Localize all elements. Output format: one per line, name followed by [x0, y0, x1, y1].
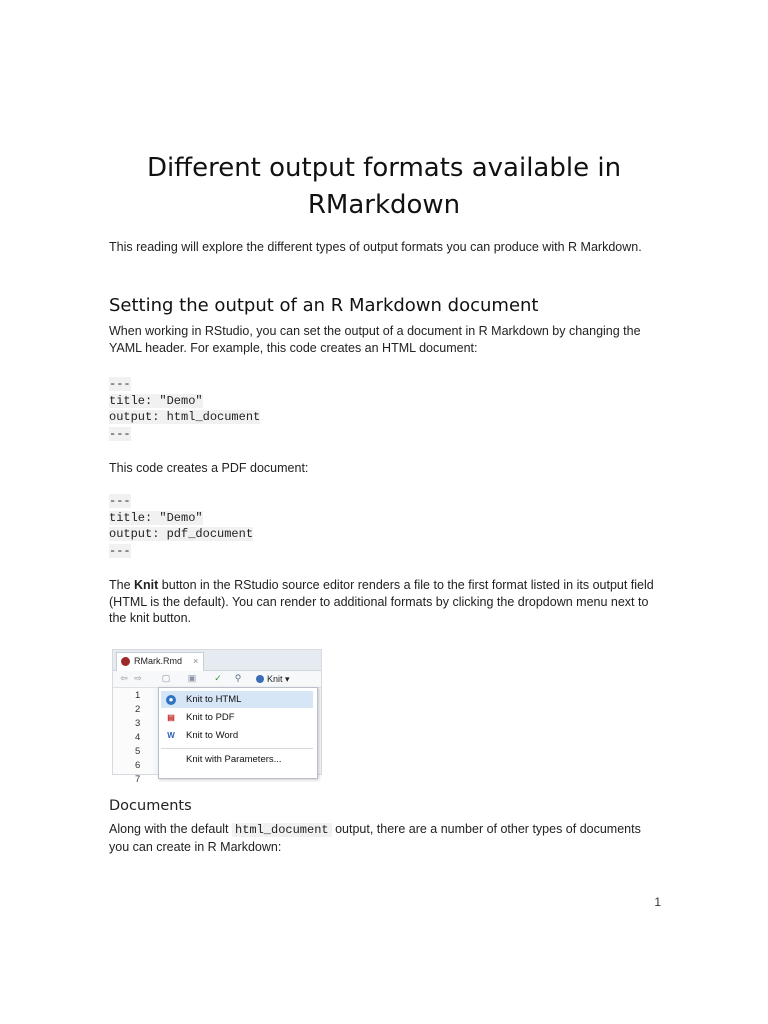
knit-label: Knit	[267, 674, 283, 684]
pdf-icon: ▤	[167, 713, 175, 722]
spellcheck-icon[interactable]: ✓	[214, 673, 222, 683]
show-in-window-icon[interactable]: ▢	[161, 673, 171, 683]
menu-item-label: Knit with Parameters...	[186, 754, 282, 765]
page-title: Different output formats available in RMarkdown	[146, 153, 622, 220]
editor-tab-bar	[113, 650, 321, 671]
editor-tab[interactable]	[116, 652, 204, 671]
rstudio-knit-screenshot	[112, 649, 322, 785]
menu-item-label: Knit to HTML	[186, 694, 242, 705]
menu-item-knit-to-pdf[interactable]	[161, 709, 313, 726]
line-number: 5	[135, 746, 141, 757]
code-line: title: "Demo"	[109, 510, 203, 525]
section-heading: Setting the output of an R Markdown document	[109, 295, 539, 316]
knit-button[interactable]	[256, 672, 290, 686]
knit-dropdown-menu	[158, 687, 318, 779]
code-line: output: pdf_document	[109, 527, 254, 542]
menu-item-knit-to-word[interactable]	[161, 727, 313, 744]
intro-paragraph: This reading will explore the different types of output formats you can produce with R Markdown.	[109, 240, 642, 254]
yaml-paragraph: When working in RStudio, you can set the output of a document in R Markdown by changing the YAML header. For example, this code creates an HTML document:	[109, 324, 641, 355]
knit-text-after: button in the RStudio source editor renders a file to the first format listed in its output field (HTML is the default). You can render to additional formats by clicking the dropdown menu next to the knit button.	[109, 578, 654, 625]
menu-item-label: Knit to PDF	[186, 712, 235, 723]
line-number-gutter	[113, 688, 153, 785]
line-number: 2	[135, 704, 141, 715]
search-icon[interactable]: ⚲	[234, 673, 242, 683]
code-line: ---	[109, 494, 131, 508]
documents-text-after: output, there are a number of other types of documents you can create in R Markdown:	[109, 822, 641, 854]
close-icon[interactable]: ×	[193, 656, 199, 666]
pdf-yaml-code-block	[109, 493, 253, 560]
knit-ball-icon	[256, 675, 264, 683]
editor-toolbar	[113, 671, 321, 688]
documents-paragraph	[109, 821, 659, 855]
documents-heading: Documents	[109, 798, 192, 814]
html-yaml-code-block	[109, 376, 260, 443]
menu-divider	[161, 748, 313, 749]
menu-item-knit-with-parameters[interactable]	[161, 751, 313, 768]
code-line: ---	[109, 377, 131, 391]
chevron-down-icon[interactable]: ▾	[285, 674, 290, 684]
code-line: output: html_document	[109, 410, 261, 425]
knit-text-before: The	[109, 578, 135, 592]
rmd-file-icon	[121, 657, 130, 666]
tab-label: RMark.Rmd	[134, 656, 183, 666]
documents-text-before: Along with the default	[109, 822, 232, 836]
menu-item-label: Knit to Word	[186, 730, 239, 741]
save-icon[interactable]: ▣	[187, 673, 197, 683]
page-number: 1	[654, 895, 661, 909]
line-number: 6	[135, 760, 141, 771]
line-number: 7	[135, 774, 141, 785]
back-arrow-icon[interactable]: ⇦	[120, 673, 128, 683]
line-number: 1	[135, 690, 141, 701]
word-icon: W	[167, 731, 175, 740]
globe-icon: ●	[166, 695, 176, 705]
inline-code: html_document	[232, 823, 332, 837]
forward-arrow-icon[interactable]: ⇨	[134, 673, 142, 683]
code-line: ---	[109, 544, 131, 559]
menu-item-knit-to-html[interactable]	[161, 691, 313, 708]
knit-bold-text: Knit	[134, 578, 159, 592]
line-number: 3	[135, 718, 141, 729]
code-line: title: "Demo"	[109, 393, 203, 408]
knit-paragraph	[109, 577, 659, 627]
pdf-paragraph: This code creates a PDF document:	[109, 461, 309, 475]
code-line: ---	[109, 427, 131, 442]
line-number: 4	[135, 732, 141, 743]
